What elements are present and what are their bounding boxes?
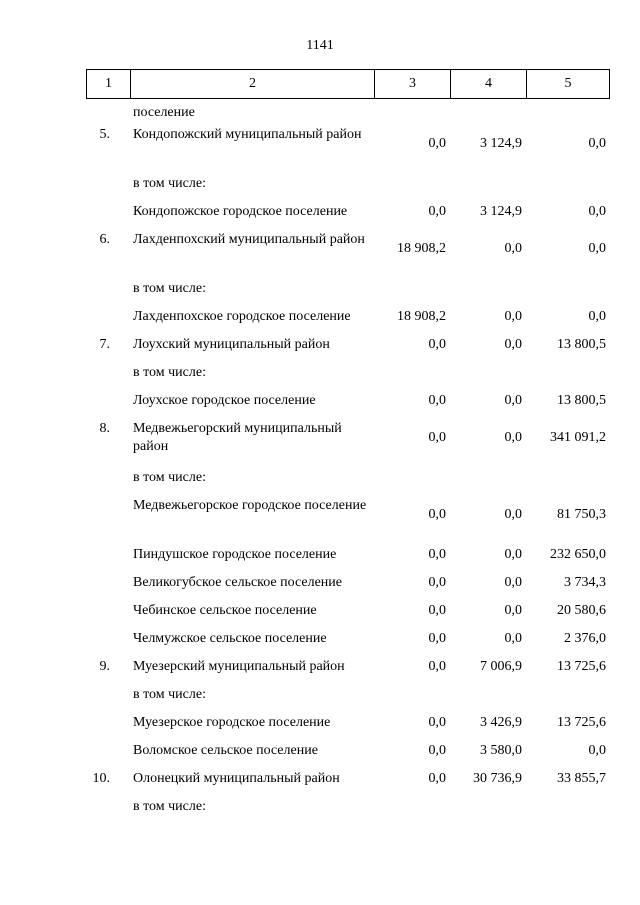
table-row [0,574,640,602]
row-name: Муезерское городское поселение [133,715,331,730]
page-number: 1141 [306,38,334,53]
value-col-5: 0,0 [588,204,606,219]
value-col-5: 13 725,6 [557,659,606,674]
value-col-5: 0,0 [588,743,606,758]
column-header-3: 3 [375,70,451,98]
table-row [0,602,640,630]
row-name: Челмужское сельское поселение [133,631,327,646]
row-name: в том числе: [133,176,206,191]
value-col-5: 0,0 [588,136,606,151]
value-col-3: 0,0 [428,743,446,758]
table-row [0,336,640,364]
table-row [0,420,640,469]
row-name: Олонецкий муниципальный район [133,771,340,786]
value-col-5: 33 855,7 [557,771,606,786]
row-name: в том числе: [133,799,206,814]
value-col-4: 3 124,9 [480,136,522,151]
table-row [0,280,640,308]
row-name: Лоухский муниципальный район [133,337,330,352]
row-name: Лоухское городское поселение [133,393,316,408]
value-col-5: 13 800,5 [557,393,606,408]
row-number: 9. [99,659,110,674]
row-name: поселение [133,105,195,120]
table-row [0,175,640,203]
table-row [0,392,640,420]
table-row [0,126,640,175]
row-number: 10. [92,771,110,786]
value-col-3: 0,0 [428,547,446,562]
value-col-4: 3 426,9 [480,715,522,730]
table-row [0,308,640,336]
value-col-5: 20 580,6 [557,603,606,618]
value-col-4: 3 580,0 [480,743,522,758]
table-row [0,203,640,231]
row-number: 8. [99,421,110,436]
value-col-5: 13 800,5 [557,337,606,352]
value-col-4: 0,0 [504,603,522,618]
table-row [0,714,640,742]
value-col-4: 0,0 [504,430,522,445]
value-col-3: 0,0 [428,337,446,352]
value-col-4: 0,0 [504,575,522,590]
row-number: 6. [99,232,110,247]
table-row [0,630,640,658]
value-col-3: 0,0 [428,659,446,674]
value-col-3: 0,0 [428,136,446,151]
value-col-4: 30 736,9 [473,771,522,786]
column-header-5: 5 [564,76,572,91]
value-col-4: 0,0 [504,631,522,646]
row-name: Муезерский муниципальный район [133,659,345,674]
row-name: Чебинское сельское поселение [133,603,317,618]
row-name: Кондопожский муниципальный район [133,127,362,142]
value-col-3: 0,0 [428,631,446,646]
row-name: в том числе: [133,365,206,380]
value-col-3: 0,0 [428,771,446,786]
value-col-4: 0,0 [504,393,522,408]
value-col-4: 0,0 [504,507,522,522]
row-name: Кондопожское городское поселение [133,204,348,219]
value-col-5: 3 734,3 [564,575,606,590]
row-name: Пиндушское городское поселение [133,547,337,562]
table-row [0,104,640,126]
table-row [0,497,640,546]
row-number: 7. [99,337,110,352]
value-col-3: 0,0 [428,507,446,522]
row-name: в том числе: [133,281,206,296]
table-row [0,231,640,280]
table-row [0,798,640,826]
value-col-3: 0,0 [428,430,446,445]
value-col-4: 0,0 [504,337,522,352]
value-col-4: 3 124,9 [480,204,522,219]
table-row [0,364,640,392]
value-col-4: 7 006,9 [480,659,522,674]
row-name: Медвежьегорское городское поселение [133,498,367,513]
row-name: Лахденпохский муниципальный район [133,232,365,247]
column-header-1: 1 [87,70,131,98]
row-name: Великогубское сельское поселение [133,575,342,590]
value-col-3: 18 908,2 [397,309,446,324]
value-col-5: 232 650,0 [550,547,606,562]
table-row [0,469,640,497]
row-name: Медвежьегорский муниципальный район [133,421,342,454]
value-col-3: 0,0 [428,393,446,408]
table-header [86,69,610,99]
table-row [0,742,640,770]
value-col-5: 0,0 [588,241,606,256]
value-col-3: 0,0 [428,603,446,618]
row-name: Лахденпохское городское поселение [133,309,351,324]
table-body [0,104,640,826]
column-header-4: 4 [451,70,527,98]
value-col-4: 0,0 [504,309,522,324]
row-name: Воломское сельское поселение [133,743,318,758]
value-col-5: 341 091,2 [550,430,606,445]
value-col-3: 0,0 [428,575,446,590]
value-col-5: 81 750,3 [557,507,606,522]
value-col-3: 18 908,2 [397,241,446,256]
table-row [0,546,640,574]
value-col-3: 0,0 [428,204,446,219]
table-row [0,686,640,714]
value-col-4: 0,0 [504,547,522,562]
value-col-5: 2 376,0 [564,631,606,646]
value-col-4: 0,0 [504,241,522,256]
value-col-5: 13 725,6 [557,715,606,730]
row-name: в том числе: [133,470,206,485]
value-col-5: 0,0 [588,309,606,324]
table-row [0,770,640,798]
row-number: 5. [99,127,110,142]
table-row [0,658,640,686]
row-name: в том числе: [133,687,206,702]
column-header-2: 2 [131,70,375,98]
value-col-3: 0,0 [428,715,446,730]
